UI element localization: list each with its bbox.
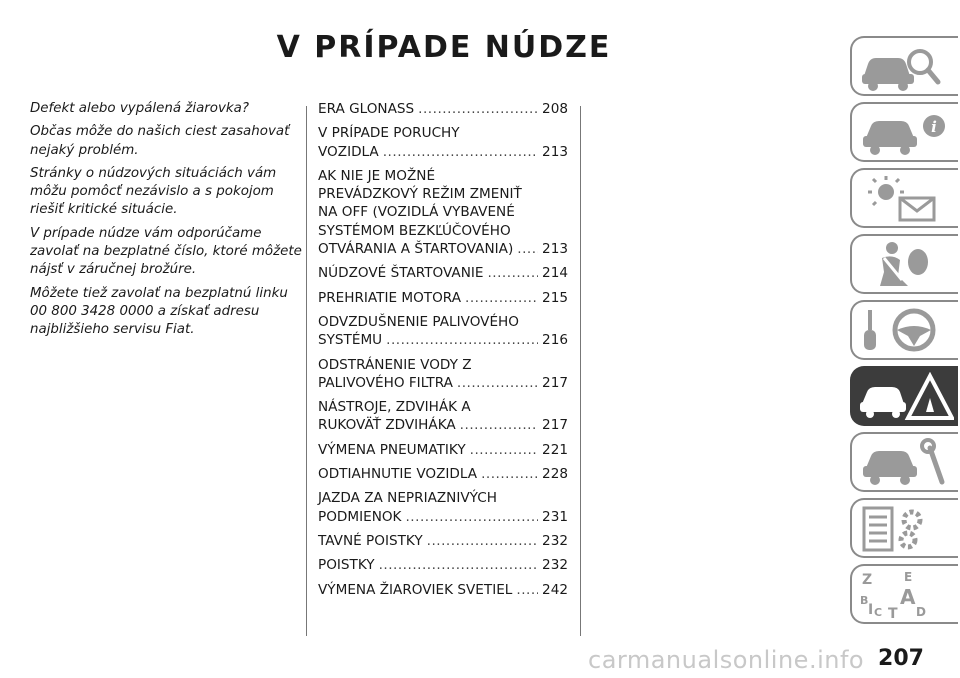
toc-page-number: 208 <box>542 101 568 117</box>
toc-entry-label: PREHRIATIE MOTORA <box>318 289 461 306</box>
index-letter: Z <box>862 572 873 588</box>
toc-entry-final-line <box>318 374 568 392</box>
toc-entry-label: VÝMENA ŽIAROVIEK SVETIEL <box>318 581 513 598</box>
toc-page-number: 217 <box>542 417 568 434</box>
toc-entry-final-line <box>318 532 568 550</box>
toc-leader-dots <box>517 240 538 258</box>
toc-entry-final-line <box>318 331 568 349</box>
toc-entry[interactable] <box>318 489 568 526</box>
toc-entry-final-line <box>318 264 568 282</box>
toc-leader-dots <box>487 264 538 282</box>
toc-leader-dots <box>418 100 538 118</box>
toc-leader-dots <box>383 143 538 161</box>
toc-entry[interactable] <box>318 264 568 282</box>
toc-entry-final-line <box>318 556 568 574</box>
intro-paragraph: Stránky o núdzových situáciách vám môžu pomôcť nezávislo a s pokojom riešiť kritické situácie. <box>30 165 277 218</box>
toc-page-number: 221 <box>542 441 568 458</box>
toc-entry-label: SYSTÉMU <box>318 332 383 349</box>
toc-leader-dots <box>379 556 538 574</box>
toc-page-number: 213 <box>542 143 568 160</box>
toc-page-number: 217 <box>542 374 568 391</box>
toc-entry-final-line <box>318 465 568 483</box>
toc-entry[interactable] <box>318 167 568 258</box>
toc-entry-line: NÁSTROJE, ZDVIHÁK A <box>318 399 471 416</box>
toc-entry-label: RUKOVÄŤ ZDVIHÁKA <box>318 417 456 434</box>
toc-leader-dots <box>470 441 538 459</box>
toc-entry-label: TAVNÉ POISTKY <box>318 532 423 549</box>
index-letter: C <box>874 606 883 619</box>
toc-entry-label: VOZIDLA <box>318 143 379 160</box>
toc-entry-final-line <box>318 508 568 526</box>
toc-page-number: 215 <box>542 289 568 306</box>
car-breakdown-warning-icon <box>858 372 954 422</box>
intro-text <box>30 100 302 345</box>
toc-entry-label: ERA GLONASS <box>318 101 415 117</box>
table-of-contents <box>318 100 568 605</box>
toc-entry-final-line <box>318 289 568 307</box>
toc-entry-line: JAZDA ZA NEPRIAZNIVÝCH <box>318 490 497 507</box>
watermark: carmanualsonline.info <box>588 646 865 674</box>
toc-page-number: 214 <box>542 265 568 282</box>
svg-text:i: i <box>931 118 937 136</box>
intro-paragraph: Môžete tiež zavolať na bezplatnú linku 00 800 3428 0000 a získať adresu najbližšieho servisu Fiat. <box>30 285 288 338</box>
toc-entry[interactable] <box>318 124 568 161</box>
tab-warning-lights[interactable] <box>850 168 958 228</box>
car-search-icon <box>858 42 954 92</box>
column-divider-right <box>580 106 581 636</box>
toc-entry[interactable] <box>318 581 568 599</box>
warning-lights-icon <box>858 174 954 224</box>
toc-entry-label: ODTIAHNUTIE VOZIDLA <box>318 466 478 483</box>
toc-entry-label: OTVÁRANIA A ŠTARTOVANIA) <box>318 241 514 258</box>
toc-page-number: 232 <box>542 557 568 574</box>
index-letter: B <box>860 594 869 607</box>
toc-entry[interactable] <box>318 532 568 550</box>
page-title: V PRÍPADE NÚDZE <box>276 30 612 65</box>
intro-paragraph: V prípade núdze vám odporúčame zavolať na bezplatné číslo, ktoré môžete nájsť v záručnej brožúre. <box>30 225 302 278</box>
tab-index[interactable] <box>850 564 958 624</box>
car-wrench-icon <box>858 438 954 488</box>
toc-entry[interactable] <box>318 313 568 350</box>
toc-entry-label: NÚDZOVÉ ŠTARTOVANIE <box>318 265 484 282</box>
toc-entry-line: ODVZDUŠNENIE PALIVOVÉHO <box>318 313 519 330</box>
toc-page-number: 231 <box>542 508 568 525</box>
tab-emergency[interactable] <box>850 366 958 426</box>
toc-entry-line: V PRÍPADE PORUCHY <box>318 125 460 142</box>
toc-leader-dots <box>386 331 538 349</box>
tab-specs[interactable] <box>850 498 958 558</box>
toc-entry-line: NA OFF (VOZIDLÁ VYBAVENÉ <box>318 204 515 221</box>
car-info-icon <box>858 108 954 158</box>
toc-entry-label: PODMIENOK <box>318 508 402 525</box>
toc-page-number: 216 <box>542 332 568 349</box>
toc-entry[interactable] <box>318 465 568 483</box>
toc-entry[interactable] <box>318 441 568 459</box>
toc-page-number: 242 <box>542 581 568 598</box>
tab-car-info[interactable] <box>850 102 958 162</box>
tab-key-steering[interactable] <box>850 300 958 360</box>
toc-entry-final-line <box>318 240 568 258</box>
intro-paragraph: Defekt alebo vypálená žiarovka? <box>30 101 249 116</box>
column-divider-left <box>306 106 307 636</box>
index-letter: I <box>868 602 874 618</box>
index-letter: T <box>888 606 898 620</box>
key-steering-wheel-icon <box>858 306 954 356</box>
toc-entry-line: ODSTRÁNENIE VODY Z <box>318 356 472 373</box>
toc-entry-final-line <box>318 416 568 434</box>
toc-entry-line: SYSTÉMOM BEZKĽÚČOVÉHO <box>318 222 511 239</box>
toc-entry[interactable] <box>318 100 568 118</box>
seatbelt-airbag-icon <box>858 240 954 290</box>
toc-page-number: 213 <box>542 241 568 258</box>
toc-leader-dots <box>481 465 538 483</box>
toc-entry-line: PREVÁDZKOVÝ REŽIM ZMENIŤ <box>318 186 522 203</box>
toc-entry-label: VÝMENA PNEUMATIKY <box>318 441 466 458</box>
toc-leader-dots <box>427 532 538 550</box>
toc-entry-final-line <box>318 100 568 118</box>
toc-entry[interactable] <box>318 556 568 574</box>
toc-leader-dots <box>405 508 538 526</box>
tab-seatbelt-airbag[interactable] <box>850 234 958 294</box>
tab-car-search[interactable] <box>850 36 958 96</box>
toc-leader-dots <box>516 581 538 599</box>
toc-leader-dots <box>465 289 538 307</box>
chapter-tabs <box>850 36 960 630</box>
alphabet-index-icon <box>858 570 954 620</box>
intro-paragraph: Občas môže do našich ciest zasahovať nejaký problém. <box>30 124 290 158</box>
toc-entry-label: POISTKY <box>318 557 375 574</box>
toc-entry-final-line <box>318 441 568 459</box>
toc-page-number: 232 <box>542 532 568 549</box>
index-letter: D <box>916 605 926 619</box>
toc-page-number: 228 <box>542 466 568 483</box>
index-letter: A <box>900 585 916 609</box>
toc-entry-final-line <box>318 143 568 161</box>
toc-entry[interactable] <box>318 356 568 393</box>
tab-maintenance[interactable] <box>850 432 958 492</box>
page-number: 207 <box>878 646 924 671</box>
toc-leader-dots <box>460 416 538 434</box>
toc-entry-final-line <box>318 581 568 599</box>
specs-gears-icon <box>858 504 954 554</box>
index-letter: E <box>904 570 913 584</box>
toc-entry[interactable] <box>318 289 568 307</box>
toc-entry-line: AK NIE JE MOŽNÉ <box>318 167 436 184</box>
toc-entry-label: PALIVOVÉHO FILTRA <box>318 374 453 391</box>
toc-leader-dots <box>457 374 538 392</box>
toc-entry[interactable] <box>318 398 568 435</box>
